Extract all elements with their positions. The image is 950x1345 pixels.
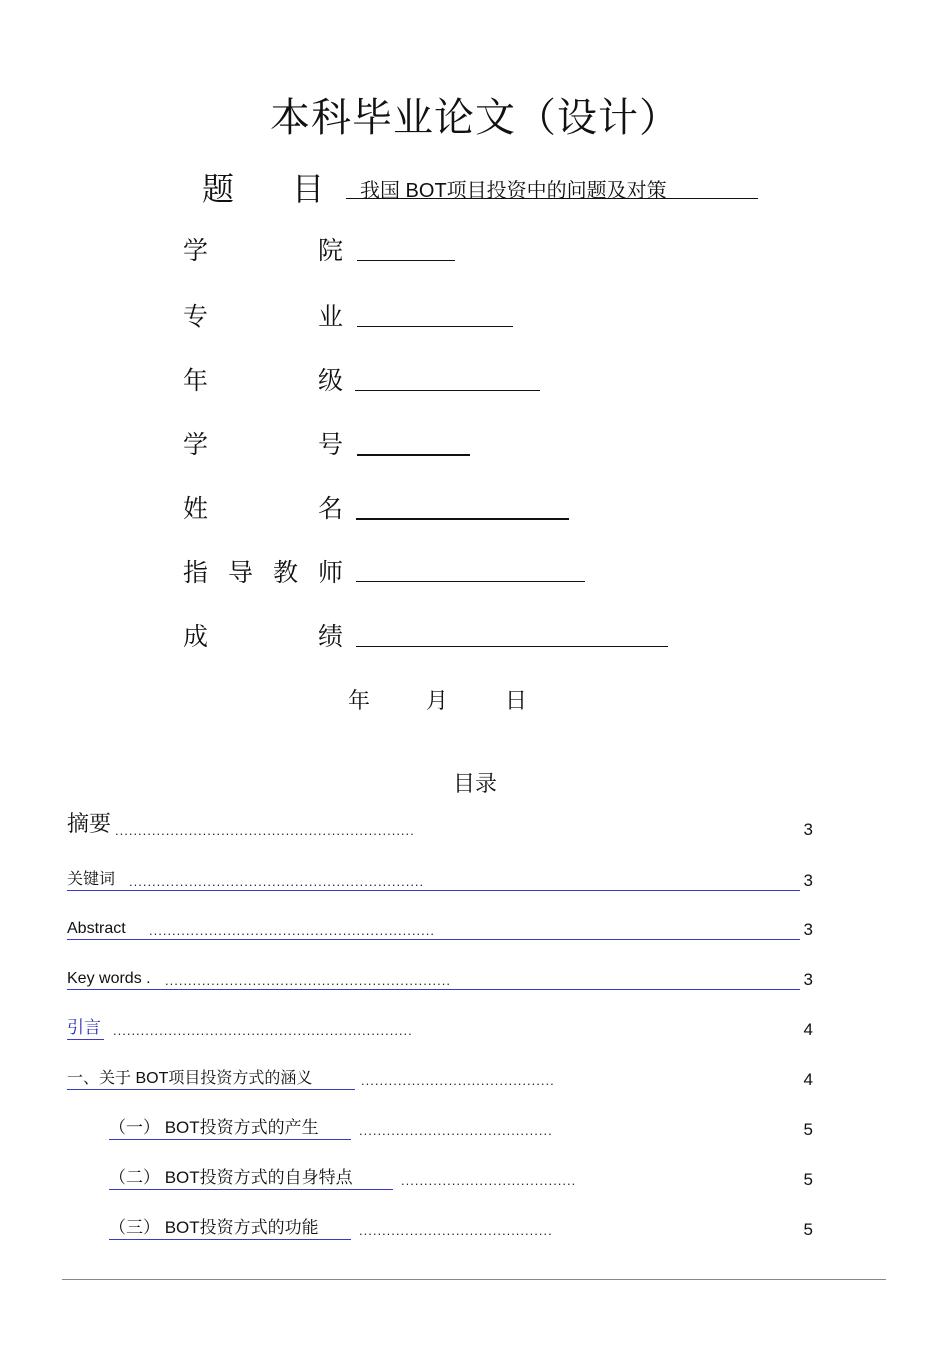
field-label-advisor — [183, 553, 343, 589]
toc-page-number: 4 — [803, 1020, 813, 1039]
field-label-char: 绩 — [317, 622, 343, 651]
toc-entry-label: 摘要 — [67, 812, 112, 837]
toc-title: 目录 — [452, 772, 497, 797]
toc-leader: .............................................................. — [165, 973, 451, 988]
topic-label-char-1: 题 — [202, 170, 235, 208]
toc-page-number: 5 — [803, 1120, 813, 1139]
field-label-score — [183, 617, 343, 653]
field-label-grade — [183, 361, 343, 397]
toc-entry-label: （一） BOT投资方式的产生 — [109, 1118, 319, 1137]
field-label-char: 学 — [183, 430, 209, 459]
name-field[interactable] — [356, 517, 569, 520]
date-day: 日 — [505, 689, 528, 714]
toc-leader: .............................................................. — [149, 923, 435, 938]
toc-leader: ................................................................. — [115, 823, 415, 838]
toc-link-underline — [109, 1189, 393, 1190]
toc-entry-label: 引言 — [67, 1018, 101, 1037]
field-label-char: 学 — [183, 236, 209, 265]
toc-link-underline — [67, 1089, 355, 1090]
toc-leader: ...................................... — [401, 1173, 577, 1188]
field-label-char: 导 — [227, 558, 253, 587]
toc-page-number: 5 — [803, 1170, 813, 1189]
advisor-field[interactable] — [356, 580, 585, 582]
field-label-name — [183, 489, 343, 525]
toc-entry-label: Key words . — [67, 970, 151, 987]
toc-link-underline — [67, 939, 800, 940]
major-field[interactable] — [357, 325, 513, 327]
toc-entry-section-1-1[interactable] — [67, 1116, 813, 1140]
thesis-title: 本科毕业论文（设计） — [270, 95, 680, 141]
toc-entry-keywords-cn[interactable] — [67, 867, 813, 891]
toc-entry-section-1[interactable] — [67, 1066, 813, 1090]
toc-link-underline — [67, 890, 800, 891]
toc-entry-label: 一、关于 BOT项目投资方式的涵义 — [67, 1070, 313, 1087]
field-label-student-id — [183, 425, 343, 461]
field-label-college — [183, 231, 343, 267]
field-label-char: 号 — [317, 430, 343, 459]
field-label-char: 成 — [183, 622, 209, 651]
college-field[interactable] — [357, 259, 455, 261]
field-label-major — [183, 297, 343, 333]
toc-leader: .......................................... — [361, 1073, 555, 1088]
page-footer-rule — [62, 1279, 886, 1280]
toc-leader: ................................................................ — [129, 874, 425, 889]
date-month: 月 — [426, 689, 449, 714]
toc-entry-abstract-cn[interactable] — [67, 812, 813, 840]
field-label-char: 年 — [183, 366, 209, 395]
toc-leader: ................................................................. — [113, 1023, 413, 1038]
field-label-char: 指 — [183, 558, 209, 587]
toc-leader: .......................................... — [359, 1223, 553, 1238]
field-label-char: 师 — [317, 558, 343, 587]
toc-entry-section-1-2[interactable] — [67, 1166, 813, 1190]
toc-page-number: 3 — [803, 820, 813, 839]
toc-link-underline — [67, 1039, 104, 1040]
field-label-char: 院 — [317, 236, 343, 265]
toc-link-underline — [109, 1239, 351, 1240]
toc-link-underline — [67, 989, 800, 990]
toc-page-number: 4 — [803, 1070, 813, 1089]
score-field[interactable] — [356, 645, 668, 647]
toc-entry-label: Abstract — [67, 920, 126, 937]
toc-leader: .......................................... — [359, 1123, 553, 1138]
topic-label-char-2: 目 — [292, 170, 325, 208]
toc-entry-section-1-3[interactable] — [67, 1216, 813, 1240]
toc-link-underline — [109, 1139, 351, 1140]
toc-entry-introduction[interactable] — [67, 1016, 813, 1040]
toc-entry-label: （三） BOT投资方式的功能 — [109, 1218, 319, 1237]
field-label-char: 级 — [317, 366, 343, 395]
toc-page-number: 3 — [803, 920, 813, 939]
toc-entry-keywords-en[interactable] — [67, 966, 813, 990]
toc-page-number: 3 — [803, 970, 813, 989]
field-label-char: 名 — [317, 494, 343, 523]
field-label-char: 教 — [272, 558, 298, 587]
date-year: 年 — [348, 689, 371, 714]
toc-entry-label: （二） BOT投资方式的自身特点 — [109, 1168, 353, 1187]
toc-page-number: 3 — [803, 871, 813, 890]
grade-field[interactable] — [355, 389, 540, 391]
student-id-field[interactable] — [357, 453, 470, 456]
toc-entry-abstract-en[interactable] — [67, 916, 813, 940]
toc-entry-label: 关键词 — [67, 871, 116, 888]
field-label-char: 业 — [317, 302, 343, 331]
field-label-char: 姓 — [183, 494, 209, 523]
field-label-char: 专 — [183, 302, 209, 331]
topic-label — [202, 164, 324, 210]
topic-field[interactable]: 我国 BOT项目投资中的问题及对策 — [346, 174, 758, 199]
toc-page-number: 5 — [803, 1220, 813, 1239]
